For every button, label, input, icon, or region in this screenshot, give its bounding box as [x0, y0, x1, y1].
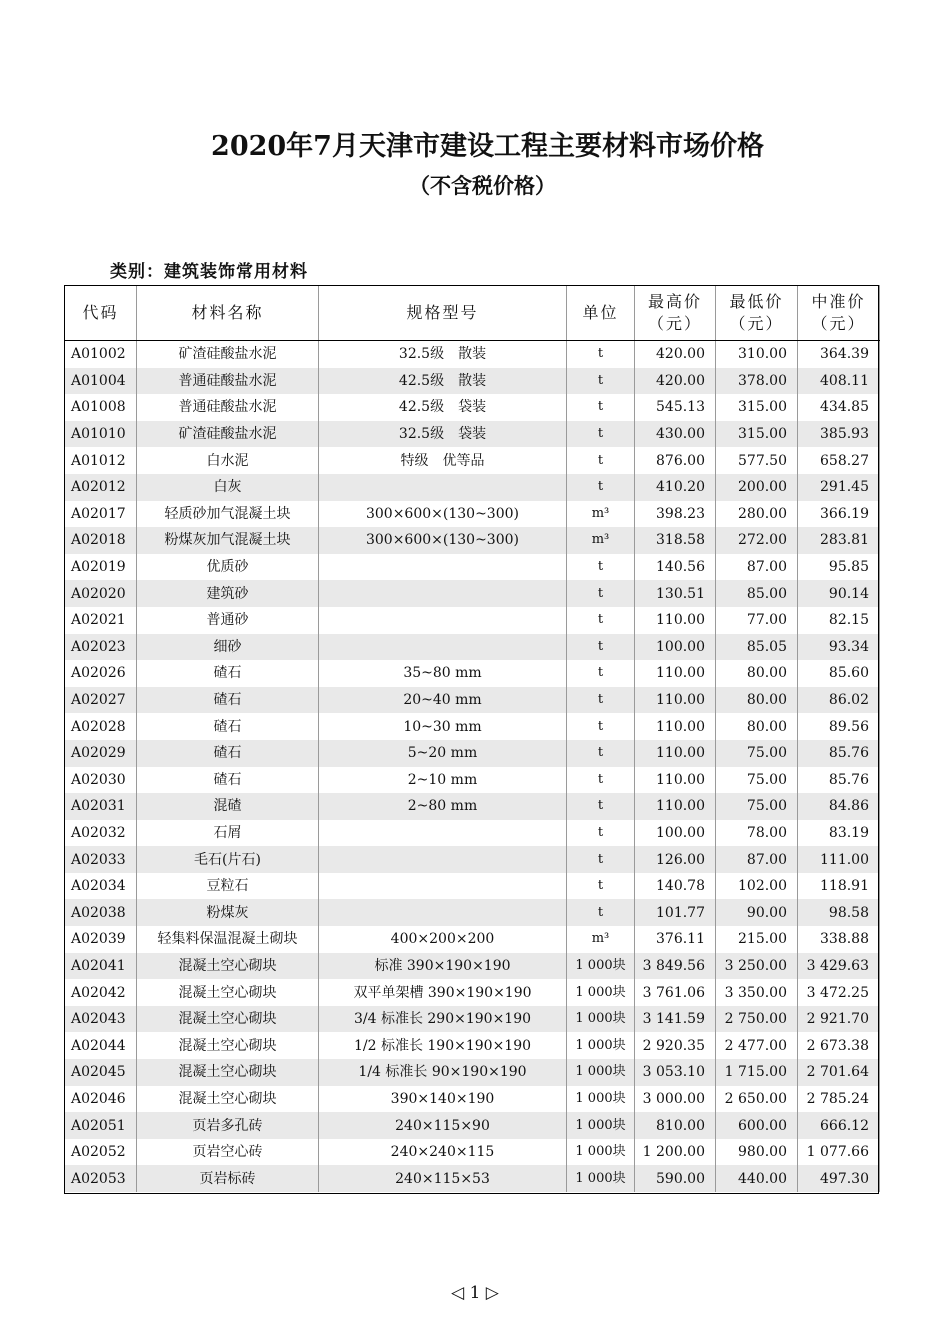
cell-unit: t [567, 554, 635, 581]
cell-max-price: 110.00 [635, 687, 716, 714]
cell-code: A02017 [65, 501, 137, 528]
cell-max-price: 3 000.00 [635, 1086, 716, 1113]
cell-mid-price: 95.85 [798, 554, 880, 581]
cell-name: 矿渣硅酸盐水泥 [137, 421, 319, 448]
cell-min-price: 80.00 [716, 713, 798, 740]
table-row [65, 421, 880, 448]
cell-spec: 32.5级 袋装 [319, 421, 567, 448]
cell-max-price: 420.00 [635, 341, 716, 368]
cell-min-price: 577.50 [716, 447, 798, 474]
cell-mid-price: 658.27 [798, 447, 880, 474]
cell-code: A01010 [65, 421, 137, 448]
cell-min-price: 440.00 [716, 1165, 798, 1192]
cell-min-price: 75.00 [716, 740, 798, 767]
cell-code: A02023 [65, 634, 137, 661]
cell-unit: t [567, 687, 635, 714]
cell-mid-price: 2 673.38 [798, 1032, 880, 1059]
cell-min-price: 378.00 [716, 368, 798, 395]
cell-unit: t [567, 607, 635, 634]
cell-spec: 240×115×90 [319, 1112, 567, 1139]
cell-name: 毛石(片石) [137, 846, 319, 873]
cell-max-price: 110.00 [635, 740, 716, 767]
table-row [65, 926, 880, 953]
cell-spec: 2~80 mm [319, 793, 567, 820]
cell-min-price: 77.00 [716, 607, 798, 634]
table-header-row [65, 285, 880, 341]
cell-code: A02021 [65, 607, 137, 634]
cell-max-price: 110.00 [635, 767, 716, 794]
cell-max-price: 398.23 [635, 501, 716, 528]
price-table [64, 285, 880, 1192]
cell-unit: t [567, 846, 635, 873]
cell-max-price: 126.00 [635, 846, 716, 873]
cell-max-price: 130.51 [635, 580, 716, 607]
cell-min-price: 2 477.00 [716, 1032, 798, 1059]
cell-name: 粉煤灰 [137, 899, 319, 926]
cell-name: 混凝土空心砌块 [137, 1059, 319, 1086]
cell-name: 粉煤灰加气混凝土块 [137, 527, 319, 554]
cell-mid-price: 85.76 [798, 740, 880, 767]
table-row [65, 767, 880, 794]
cell-mid-price: 85.76 [798, 767, 880, 794]
cell-mid-price: 93.34 [798, 634, 880, 661]
table-row [65, 394, 880, 421]
cell-code: A02043 [65, 1006, 137, 1033]
cell-name: 轻质砂加气混凝土块 [137, 501, 319, 528]
cell-spec [319, 846, 567, 873]
cell-name: 混凝土空心砌块 [137, 953, 319, 980]
cell-mid-price: 83.19 [798, 820, 880, 847]
cell-max-price: 3 761.06 [635, 979, 716, 1006]
table-row [65, 368, 880, 395]
cell-mid-price: 291.45 [798, 474, 880, 501]
cell-min-price: 272.00 [716, 527, 798, 554]
cell-unit: m³ [567, 926, 635, 953]
cell-max-price: 2 920.35 [635, 1032, 716, 1059]
cell-min-price: 315.00 [716, 421, 798, 448]
cell-name: 白水泥 [137, 447, 319, 474]
cell-name: 碴石 [137, 687, 319, 714]
cell-unit: 1 000块 [567, 1165, 635, 1192]
cell-max-price: 545.13 [635, 394, 716, 421]
cell-mid-price: 385.93 [798, 421, 880, 448]
cell-name: 混凝土空心砌块 [137, 979, 319, 1006]
header-code: 代码 [65, 285, 137, 341]
cell-spec: 3/4 标准长 290×190×190 [319, 1006, 567, 1033]
cell-max-price: 3 849.56 [635, 953, 716, 980]
cell-unit: t [567, 899, 635, 926]
cell-name: 矿渣硅酸盐水泥 [137, 341, 319, 368]
table-row [65, 820, 880, 847]
cell-code: A02051 [65, 1112, 137, 1139]
table-row [65, 899, 880, 926]
cell-unit: 1 000块 [567, 1139, 635, 1166]
table-row [65, 873, 880, 900]
cell-unit: 1 000块 [567, 1032, 635, 1059]
cell-unit: t [567, 713, 635, 740]
cell-max-price: 110.00 [635, 793, 716, 820]
cell-name: 优质砂 [137, 554, 319, 581]
cell-mid-price: 1 077.66 [798, 1139, 880, 1166]
cell-spec: 240×115×53 [319, 1165, 567, 1192]
table-row [65, 1139, 880, 1166]
cell-spec: 5~20 mm [319, 740, 567, 767]
cell-mid-price: 2 921.70 [798, 1006, 880, 1033]
cell-name: 普通砂 [137, 607, 319, 634]
cell-name: 页岩标砖 [137, 1165, 319, 1192]
cell-spec [319, 634, 567, 661]
cell-unit: 1 000块 [567, 953, 635, 980]
cell-min-price: 3 350.00 [716, 979, 798, 1006]
table-row [65, 580, 880, 607]
cell-max-price: 590.00 [635, 1165, 716, 1192]
table-row [65, 687, 880, 714]
table-row [65, 1032, 880, 1059]
cell-code: A02012 [65, 474, 137, 501]
cell-unit: 1 000块 [567, 1006, 635, 1033]
header-name: 材料名称 [137, 285, 319, 341]
table-row [65, 793, 880, 820]
cell-unit: 1 000块 [567, 1112, 635, 1139]
cell-unit: 1 000块 [567, 1059, 635, 1086]
cell-mid-price: 2 701.64 [798, 1059, 880, 1086]
cell-max-price: 376.11 [635, 926, 716, 953]
table-row [65, 607, 880, 634]
table-row [65, 554, 880, 581]
cell-max-price: 410.20 [635, 474, 716, 501]
cell-code: A02034 [65, 873, 137, 900]
cell-code: A02042 [65, 979, 137, 1006]
cell-spec: 390×140×190 [319, 1086, 567, 1113]
cell-min-price: 980.00 [716, 1139, 798, 1166]
cell-name: 碴石 [137, 740, 319, 767]
cell-unit: t [567, 368, 635, 395]
cell-code: A02031 [65, 793, 137, 820]
table-row [65, 474, 880, 501]
cell-name: 混凝土空心砌块 [137, 1032, 319, 1059]
cell-unit: m³ [567, 501, 635, 528]
cell-code: A02053 [65, 1165, 137, 1192]
cell-max-price: 876.00 [635, 447, 716, 474]
cell-mid-price: 2 785.24 [798, 1086, 880, 1113]
cell-spec [319, 474, 567, 501]
cell-name: 白灰 [137, 474, 319, 501]
cell-name: 碴石 [137, 660, 319, 687]
cell-max-price: 110.00 [635, 713, 716, 740]
cell-mid-price: 434.85 [798, 394, 880, 421]
cell-code: A01004 [65, 368, 137, 395]
cell-name: 轻集料保温混凝土砌块 [137, 926, 319, 953]
cell-code: A02038 [65, 899, 137, 926]
table-row [65, 953, 880, 980]
cell-min-price: 78.00 [716, 820, 798, 847]
cell-spec [319, 820, 567, 847]
cell-code: A02033 [65, 846, 137, 873]
table-body [65, 341, 880, 1193]
cell-mid-price: 82.15 [798, 607, 880, 634]
cell-unit: t [567, 580, 635, 607]
cell-spec [319, 873, 567, 900]
cell-unit: m³ [567, 527, 635, 554]
cell-spec [319, 899, 567, 926]
cell-name: 混碴 [137, 793, 319, 820]
cell-name: 混凝土空心砌块 [137, 1006, 319, 1033]
cell-unit: t [567, 660, 635, 687]
page-title: 2020年7月天津市建设工程主要材料市场价格 [211, 131, 764, 162]
cell-spec: 32.5级 散装 [319, 341, 567, 368]
cell-spec: 标准 390×190×190 [319, 953, 567, 980]
cell-code: A01008 [65, 394, 137, 421]
cell-max-price: 100.00 [635, 820, 716, 847]
cell-max-price: 810.00 [635, 1112, 716, 1139]
cell-min-price: 215.00 [716, 926, 798, 953]
cell-mid-price: 111.00 [798, 846, 880, 873]
cell-spec: 42.5级 散装 [319, 368, 567, 395]
cell-max-price: 140.78 [635, 873, 716, 900]
cell-unit: 1 000块 [567, 1086, 635, 1113]
cell-unit: t [567, 793, 635, 820]
cell-mid-price: 408.11 [798, 368, 880, 395]
cell-max-price: 1 200.00 [635, 1139, 716, 1166]
cell-min-price: 87.00 [716, 846, 798, 873]
cell-spec: 1/4 标准长 90×190×190 [319, 1059, 567, 1086]
table-row [65, 501, 880, 528]
cell-unit: t [567, 341, 635, 368]
cell-name: 页岩多孔砖 [137, 1112, 319, 1139]
cell-mid-price: 85.60 [798, 660, 880, 687]
cell-code: A02018 [65, 527, 137, 554]
cell-unit: t [567, 447, 635, 474]
cell-mid-price: 90.14 [798, 580, 880, 607]
table-row [65, 979, 880, 1006]
cell-unit: t [567, 767, 635, 794]
table-row [65, 341, 880, 368]
cell-min-price: 315.00 [716, 394, 798, 421]
cell-mid-price: 497.30 [798, 1165, 880, 1192]
cell-name: 石屑 [137, 820, 319, 847]
cell-mid-price: 84.86 [798, 793, 880, 820]
header-min-price: 最低价（元） [716, 285, 798, 341]
cell-spec: 35~80 mm [319, 660, 567, 687]
cell-unit: t [567, 820, 635, 847]
table-row [65, 740, 880, 767]
cell-spec: 1/2 标准长 190×190×190 [319, 1032, 567, 1059]
cell-code: A02026 [65, 660, 137, 687]
cell-min-price: 600.00 [716, 1112, 798, 1139]
cell-code: A02039 [65, 926, 137, 953]
cell-mid-price: 3 429.63 [798, 953, 880, 980]
cell-spec: 特级 优等品 [319, 447, 567, 474]
table-row [65, 1006, 880, 1033]
table-row [65, 634, 880, 661]
cell-min-price: 80.00 [716, 660, 798, 687]
cell-unit: t [567, 740, 635, 767]
header-spec: 规格型号 [319, 285, 567, 341]
table-row [65, 713, 880, 740]
cell-unit: t [567, 394, 635, 421]
cell-min-price: 1 715.00 [716, 1059, 798, 1086]
cell-code: A02041 [65, 953, 137, 980]
cell-min-price: 75.00 [716, 767, 798, 794]
cell-min-price: 85.00 [716, 580, 798, 607]
cell-mid-price: 364.39 [798, 341, 880, 368]
cell-min-price: 280.00 [716, 501, 798, 528]
table-row [65, 527, 880, 554]
table-row [65, 660, 880, 687]
cell-spec: 300×600×(130~300) [319, 501, 567, 528]
cell-code: A01002 [65, 341, 137, 368]
cell-min-price: 87.00 [716, 554, 798, 581]
cell-spec: 240×240×115 [319, 1139, 567, 1166]
cell-unit: 1 000块 [567, 979, 635, 1006]
cell-min-price: 85.05 [716, 634, 798, 661]
cell-name: 建筑砂 [137, 580, 319, 607]
cell-name: 普通硅酸盐水泥 [137, 394, 319, 421]
cell-min-price: 310.00 [716, 341, 798, 368]
cell-mid-price: 98.58 [798, 899, 880, 926]
cell-code: A02046 [65, 1086, 137, 1113]
cell-mid-price: 89.56 [798, 713, 880, 740]
cell-spec [319, 554, 567, 581]
cell-name: 豆粒石 [137, 873, 319, 900]
cell-max-price: 110.00 [635, 607, 716, 634]
cell-code: A02032 [65, 820, 137, 847]
cell-code: A02052 [65, 1139, 137, 1166]
cell-spec: 20~40 mm [319, 687, 567, 714]
category-label: 类别：建筑装饰常用材料 [110, 262, 308, 282]
cell-code: A02045 [65, 1059, 137, 1086]
cell-code: A02028 [65, 713, 137, 740]
cell-code: A02019 [65, 554, 137, 581]
cell-code: A02029 [65, 740, 137, 767]
cell-unit: t [567, 474, 635, 501]
cell-min-price: 2 650.00 [716, 1086, 798, 1113]
cell-mid-price: 3 472.25 [798, 979, 880, 1006]
table-row [65, 447, 880, 474]
table-row [65, 846, 880, 873]
header-mid-price: 中准价（元） [798, 285, 880, 341]
cell-mid-price: 338.88 [798, 926, 880, 953]
cell-spec: 400×200×200 [319, 926, 567, 953]
cell-max-price: 318.58 [635, 527, 716, 554]
cell-name: 混凝土空心砌块 [137, 1086, 319, 1113]
cell-mid-price: 118.91 [798, 873, 880, 900]
cell-name: 细砂 [137, 634, 319, 661]
cell-max-price: 140.56 [635, 554, 716, 581]
cell-name: 页岩空心砖 [137, 1139, 319, 1166]
page-number: ◁ 1 ▷ [451, 1283, 499, 1303]
cell-name: 普通硅酸盐水泥 [137, 368, 319, 395]
cell-min-price: 75.00 [716, 793, 798, 820]
page-subtitle: （不含税价格） [409, 173, 556, 198]
cell-max-price: 110.00 [635, 660, 716, 687]
cell-mid-price: 366.19 [798, 501, 880, 528]
cell-code: A01012 [65, 447, 137, 474]
header-max-price: 最高价（元） [635, 285, 716, 341]
cell-max-price: 100.00 [635, 634, 716, 661]
cell-max-price: 420.00 [635, 368, 716, 395]
table-row [65, 1112, 880, 1139]
table-row [65, 1165, 880, 1192]
table-row [65, 1059, 880, 1086]
cell-min-price: 90.00 [716, 899, 798, 926]
cell-name: 碴石 [137, 713, 319, 740]
cell-unit: t [567, 421, 635, 448]
cell-min-price: 200.00 [716, 474, 798, 501]
cell-min-price: 3 250.00 [716, 953, 798, 980]
cell-code: A02044 [65, 1032, 137, 1059]
header-unit: 单位 [567, 285, 635, 341]
cell-spec: 10~30 mm [319, 713, 567, 740]
cell-min-price: 2 750.00 [716, 1006, 798, 1033]
cell-code: A02027 [65, 687, 137, 714]
cell-mid-price: 86.02 [798, 687, 880, 714]
cell-unit: t [567, 873, 635, 900]
cell-spec: 42.5级 袋装 [319, 394, 567, 421]
cell-max-price: 3 141.59 [635, 1006, 716, 1033]
cell-name: 碴石 [137, 767, 319, 794]
cell-spec: 2~10 mm [319, 767, 567, 794]
cell-code: A02030 [65, 767, 137, 794]
cell-max-price: 3 053.10 [635, 1059, 716, 1086]
cell-spec: 双平单架槽 390×190×190 [319, 979, 567, 1006]
table-row [65, 1086, 880, 1113]
cell-unit: t [567, 634, 635, 661]
cell-spec: 300×600×(130~300) [319, 527, 567, 554]
cell-min-price: 102.00 [716, 873, 798, 900]
cell-max-price: 101.77 [635, 899, 716, 926]
cell-mid-price: 666.12 [798, 1112, 880, 1139]
cell-spec [319, 580, 567, 607]
cell-spec [319, 607, 567, 634]
cell-mid-price: 283.81 [798, 527, 880, 554]
cell-max-price: 430.00 [635, 421, 716, 448]
cell-min-price: 80.00 [716, 687, 798, 714]
cell-code: A02020 [65, 580, 137, 607]
